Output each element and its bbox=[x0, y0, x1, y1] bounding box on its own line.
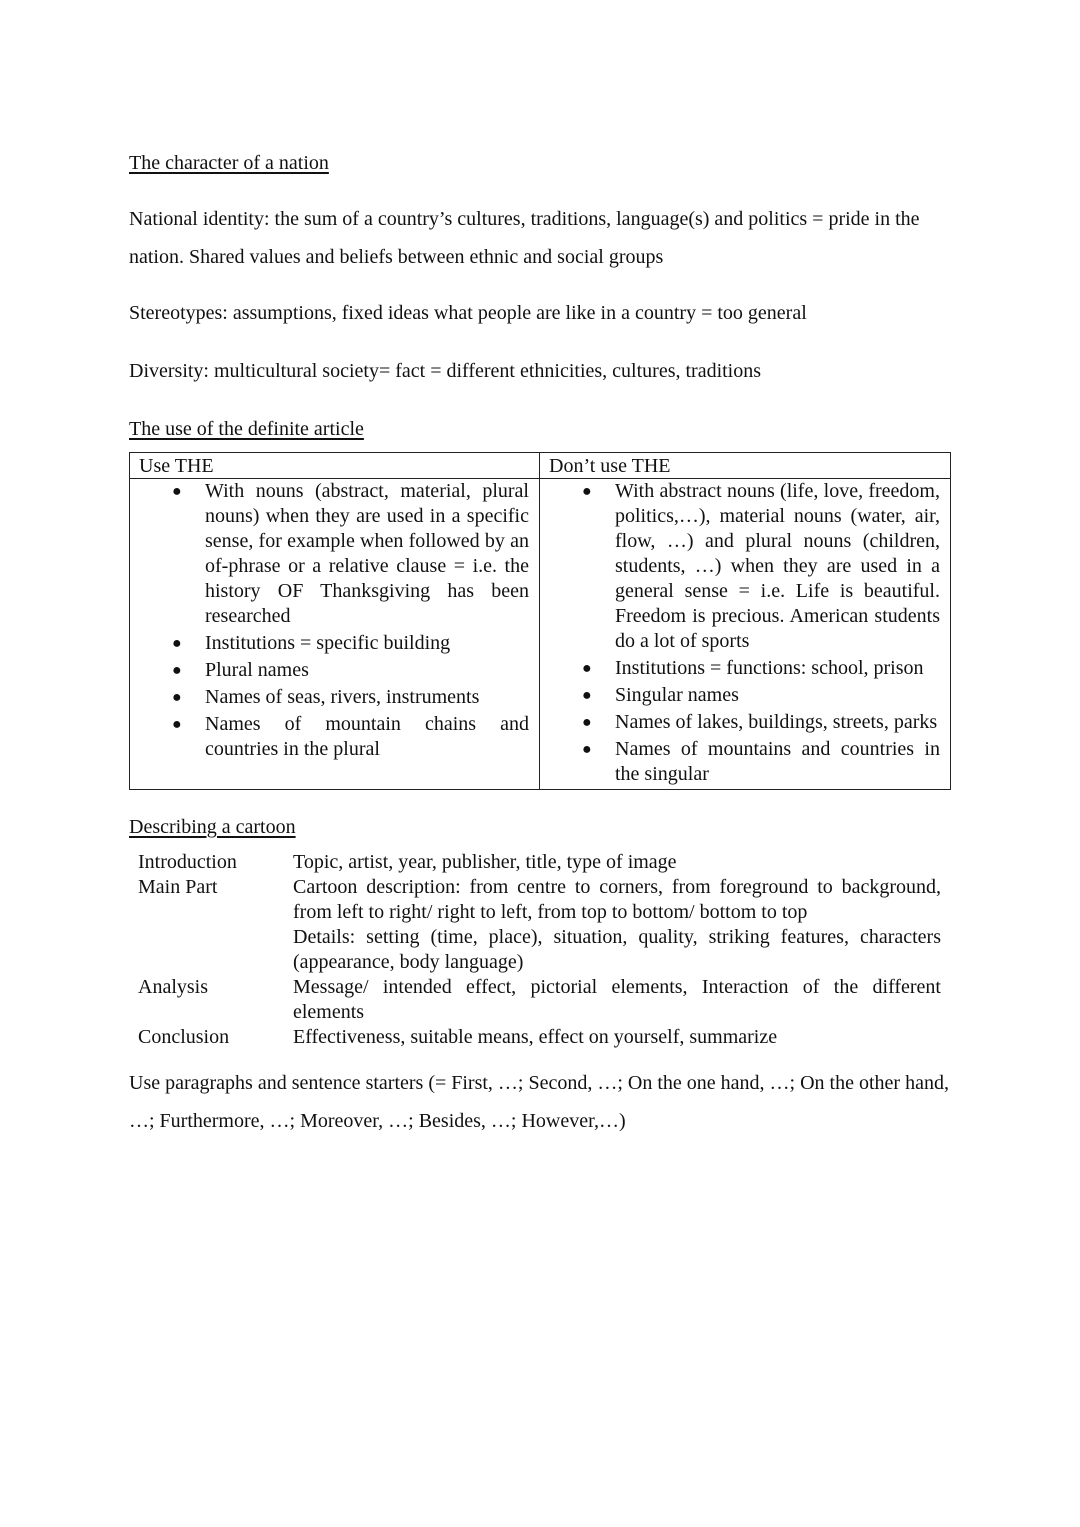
cartoon-structure bbox=[129, 850, 951, 1050]
bullet-dot-icon: ● bbox=[172, 662, 182, 679]
definite-article-table bbox=[129, 452, 951, 790]
list-item: ● Singular names bbox=[582, 684, 739, 706]
heading-definite-article: The use of the definite article bbox=[129, 418, 364, 440]
bullet-dot-icon: ● bbox=[172, 635, 182, 652]
table-header-row bbox=[130, 453, 951, 479]
bullet-dot-icon: ● bbox=[582, 483, 592, 500]
bullet-dot-icon: ● bbox=[582, 660, 592, 677]
list-item: ● Institutions = functions: school, prison bbox=[582, 657, 924, 679]
header-dont-use-the: Don’t use THE bbox=[540, 453, 951, 479]
bullet-dot-icon: ● bbox=[582, 687, 592, 704]
cartoon-row-conclusion bbox=[129, 1025, 951, 1050]
list-item: ● Names of lakes, buildings, streets, parks bbox=[582, 711, 938, 733]
cartoon-text: Effectiveness, suitable means, effect on yourself, summarize bbox=[293, 1026, 778, 1048]
cartoon-text: Cartoon description: from centre to corners, from foreground to background, from left to right/ right to left, from top to bottom/ bottom to top bbox=[293, 876, 941, 923]
list-item: ● Names of mountains and countries in the singular bbox=[582, 738, 940, 785]
use-the-cell bbox=[130, 479, 540, 790]
cartoon-label: Main Part bbox=[138, 876, 218, 898]
cartoon-text: Topic, artist, year, publisher, title, type of image bbox=[293, 851, 677, 873]
paragraph-sentence-starters: Use paragraphs and sentence starters (= First, …; Second, …; On the one hand, …; On the other hand, …; Furthermore, …; Moreover, …; Besides, …; However,…) bbox=[129, 1072, 949, 1132]
cartoon-text: Message/ intended effect, pictorial elements, Interaction of the different elements bbox=[293, 976, 941, 1023]
list-item: ● Plural names bbox=[172, 659, 309, 681]
bullet-dot-icon: ● bbox=[582, 741, 592, 758]
list-item: ● Names of seas, rivers, instruments bbox=[172, 686, 480, 708]
bullet-dot-icon: ● bbox=[172, 689, 182, 706]
cartoon-row-main-part bbox=[129, 875, 951, 925]
cartoon-label: Introduction bbox=[138, 851, 237, 873]
paragraph-stereotypes: Stereotypes: assumptions, fixed ideas what people are like in a country = too general bbox=[129, 302, 807, 324]
bullet-dot-icon: ● bbox=[172, 483, 182, 500]
cartoon-label: Analysis bbox=[138, 976, 208, 998]
bullet-dot-icon: ● bbox=[582, 714, 592, 731]
list-item: ● Institutions = specific building bbox=[172, 632, 451, 654]
heading-character-of-nation: The character of a nation bbox=[129, 152, 329, 174]
use-the-list bbox=[130, 479, 539, 762]
list-item: ● Names of mountain chains and countries in the plural bbox=[172, 713, 529, 760]
cartoon-row-details bbox=[129, 925, 951, 975]
dont-use-the-list bbox=[540, 479, 950, 787]
heading-describing-cartoon: Describing a cartoon bbox=[129, 816, 296, 838]
cartoon-label: Conclusion bbox=[138, 1026, 230, 1048]
header-use-the: Use THE bbox=[130, 453, 540, 479]
paragraph-national-identity: National identity: the sum of a country’s cultures, traditions, language(s) and politics = pride in the nation. Shared values and beliefs between ethnic and social groups bbox=[129, 208, 920, 268]
dont-use-the-cell bbox=[540, 479, 951, 790]
table-body-row bbox=[130, 479, 951, 790]
paragraph-diversity: Diversity: multicultural society= fact = different ethnicities, cultures, traditions bbox=[129, 360, 762, 382]
cartoon-row-introduction bbox=[129, 850, 951, 875]
bullet-dot-icon: ● bbox=[172, 716, 182, 733]
cartoon-text: Details: setting (time, place), situation, quality, striking features, characters (appearance, body language) bbox=[293, 926, 941, 973]
list-item: ● With abstract nouns (life, love, freedom, politics,…), material nouns (water, air, flow, …) and plural nouns (children, students, …) when they are used in a general sense = i.e. Life is beautiful. Freedom is precious. American students do a lot of sports bbox=[582, 480, 940, 652]
cartoon-label bbox=[129, 925, 293, 975]
cartoon-row-analysis bbox=[129, 975, 951, 1025]
list-item: ● With nouns (abstract, material, plural nouns) when they are used in a specific sense, for example when followed by an of-phrase or a relative clause = i.e. the history OF Thanksgiving has been researched bbox=[172, 480, 529, 627]
document-content bbox=[129, 148, 951, 1140]
